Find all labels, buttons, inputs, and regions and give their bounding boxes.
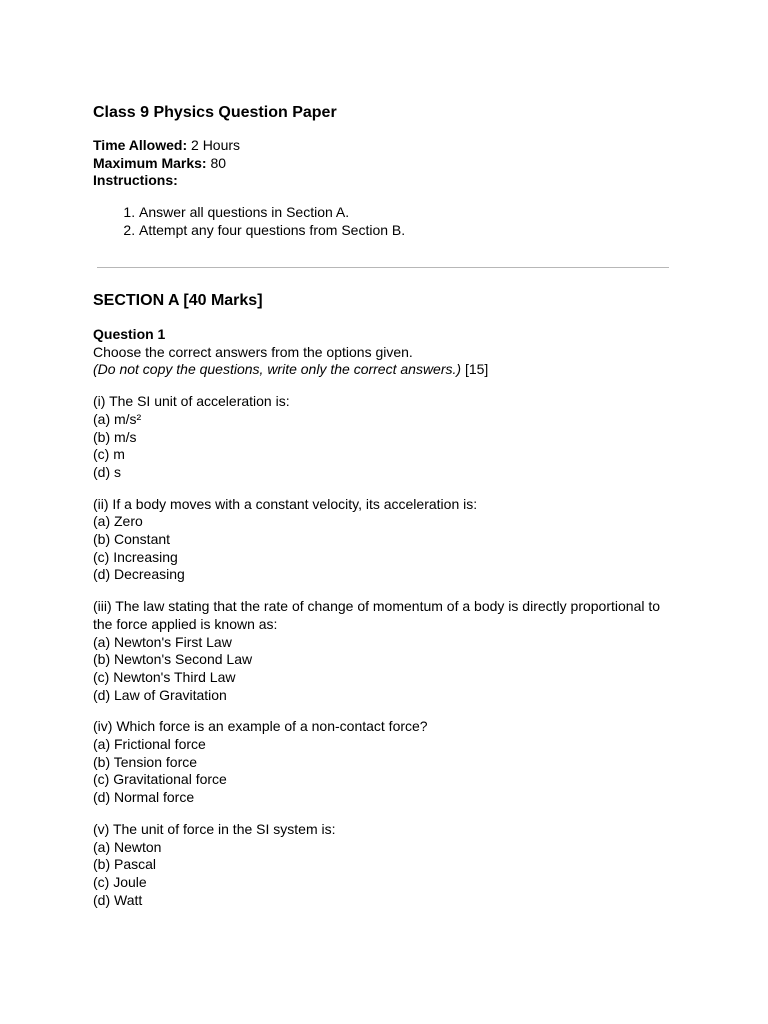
answer-option: (c) Newton's Third Law (93, 668, 236, 685)
answer-option: (c) Gravitational force (93, 771, 227, 788)
answer-option: (a) m/s² (93, 410, 142, 427)
answer-option: (d) s (93, 463, 121, 480)
question-stem: (iv) Which force is an example of a non-contact force? (93, 718, 428, 735)
section-a-heading: SECTION A [40 Marks] (93, 292, 263, 309)
maximum-marks (93, 155, 683, 173)
time-allowed (93, 137, 683, 155)
answer-option: (c) Joule (93, 873, 147, 890)
answer-option: (a) Frictional force (93, 736, 206, 753)
instructions-label: Instructions: (93, 172, 178, 189)
horizontal-divider (97, 267, 669, 268)
question-stem: (v) The unit of force in the SI system is: (93, 820, 336, 837)
paper-header (93, 103, 683, 240)
time-allowed-label: Time Allowed: (93, 137, 188, 153)
page-title: Class 9 Physics Question Paper (93, 104, 337, 121)
instructions-list (93, 204, 683, 239)
answer-option: (d) Law of Gravitation (93, 686, 227, 703)
answer-option: (d) Watt (93, 891, 143, 908)
question-instruction: Choose the correct answers from the options given. (93, 343, 413, 360)
question-title: Question 1 (93, 326, 166, 342)
answer-option: (c) m (93, 446, 125, 463)
answer-option: (b) m/s (93, 428, 137, 445)
instruction-item: 1. Answer all questions in Section A. (139, 204, 683, 222)
question-part-v (93, 821, 683, 910)
question-part-iv (93, 718, 683, 807)
answer-option: (b) Constant (93, 531, 171, 548)
question-part-ii (93, 496, 683, 585)
question-marks: [15] (461, 361, 489, 378)
question-stem: (ii) If a body moves with a constant velocity, its acceleration is: (93, 495, 478, 512)
answer-option: (b) Pascal (93, 856, 157, 873)
answer-option: (b) Newton's Second Law (93, 651, 253, 668)
answer-option: (a) Newton (93, 838, 162, 855)
instruction-item: 2. Attempt any four questions from Section B. (139, 222, 683, 240)
answer-option: (d) Decreasing (93, 566, 185, 583)
maximum-marks-label: Maximum Marks: (93, 154, 207, 171)
question-note (93, 361, 683, 379)
question-stem: (iii) The law stating that the rate of change of momentum of a body is directly proportional to the force applied is known as: (93, 598, 661, 632)
question-part-i (93, 393, 683, 482)
answer-option: (d) Normal force (93, 789, 195, 806)
question-note-text: (Do not copy the questions, write only the correct answers.) (93, 361, 462, 378)
answer-option: (c) Increasing (93, 548, 178, 565)
question-part-iii (93, 598, 683, 704)
answer-option: (a) Zero (93, 513, 143, 530)
question-stem: (i) The SI unit of acceleration is: (93, 393, 290, 410)
time-allowed-value: 2 Hours (187, 137, 241, 153)
answer-option: (a) Newton's First Law (93, 633, 232, 650)
answer-option: (b) Tension force (93, 753, 198, 770)
maximum-marks-value: 80 (206, 154, 227, 171)
question-1 (93, 326, 683, 909)
